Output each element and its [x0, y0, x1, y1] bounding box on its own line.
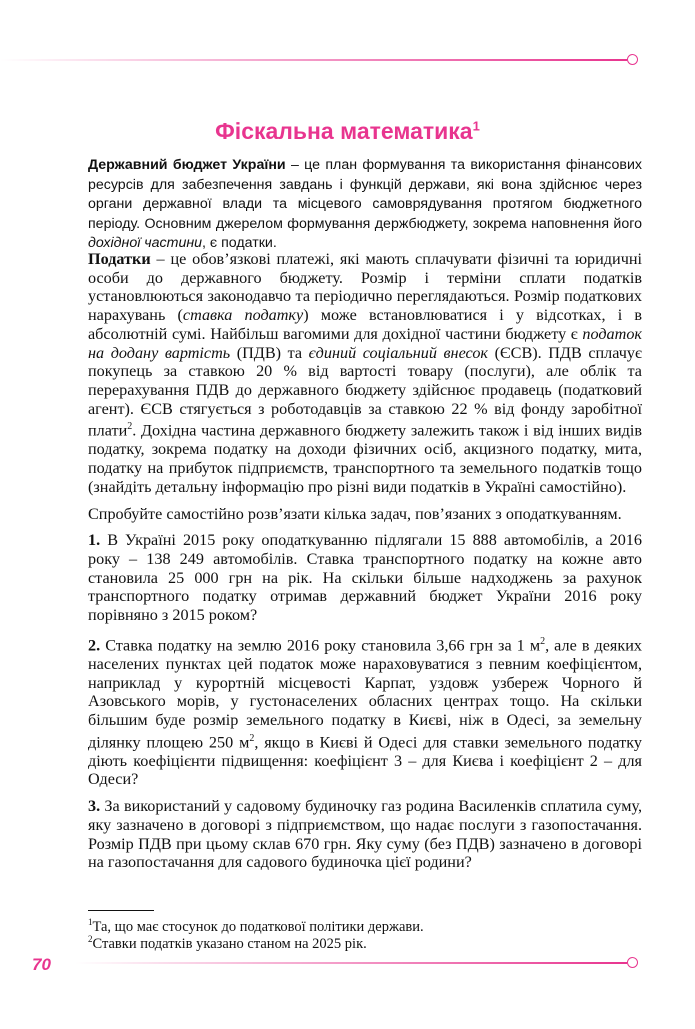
intro-paragraph: Державний бюджет України – це план формування та використання фінансових ресурсів для забезпечення завдань і функцій держави, які вона здійснює через органи державної влади та місцевого самоврядування протягом бюджетного періоду. Основним джерелом формування держбюджету, зокрема наповнення його дохідної частини, є податки. — [88, 157, 642, 252]
intro-term: Державний бюджет України — [88, 157, 286, 173]
problem-2: 2. Ставка податку на землю 2016 року становила 3,66 грн за 1 $м^2$, але в деяких населених пунктах цей податок може нараховуватися з певним коефіцієнтом, наприклад у курортній місцевості Карпат, уздовж узбереж Чорного й Азовського морів, у густонаселених обласних центрах тощо. На скільки більшим буде розмір земельного податку в Києві, ніж в Одесі, за земельну ділянку площею 250 $м^2$, якщо в Києві й Одесі для ставки земельного податку діють коефіцієнти підвищення: коефіцієнт 3 – для Києва і коефіцієнт 2 – для Одеси? — [88, 635, 642, 789]
problem-3: 3. За використаний у садовому будиночку газ родина Василенків сплатила суму, яку зазначено в договорі з підприємством, що надає послуги з газопостачання. Розмір ПДВ при цьому склав 670 грн. Яку суму (без ПДВ) зазначено в договорі на газопостачання для садового будиночка цієї родини? — [88, 797, 642, 872]
bottom-decorative-line — [75, 962, 627, 964]
bottom-circle-ornament — [627, 957, 638, 968]
top-decorative-line — [0, 59, 627, 61]
footnote-2: $^2$Ставки податків указано станом на 2025 рік. — [88, 934, 367, 952]
try-paragraph: Спробуйте самостійно розв’язати кілька задач, пов’язаних з оподаткуванням. — [88, 504, 622, 523]
footnote-separator — [88, 910, 154, 911]
taxes-paragraph: Податки – це обов’язкові платежі, які мають сплачувати фізичні та юридичні особи до державного бюджету. Розмір і терміни сплати податків установлюються законодавчо та періодично переглядаються. Розмір податкових нарахувань (ставка податку) може встановлюватися і у відсотках, і в абсолютній сумі. Найбільш вагомими для дохідної частини бюджету є податок на додану вартість (ПДВ) та єдиний соціальний внесок (ЄСВ). ПДВ сплачує покупець за ставкою 20 % від вартості товару (послуги), але облік та перерахування ПДВ до державного бюджету здійснює продавець (податковий агент). ЄСВ стягується з роботодавців за ставкою 22 % від фонду заробітної плати$^2$. Дохідна частина державного бюджету залежить також і від інших видів податку, зокрема податку на доходи фізичних осіб, акцизного податку, мита, податку на прибуток підприємств, транспортного та земельного податків тощо (знайдіть детальну інформацію про різні види податків в Україні самостійно). — [88, 250, 642, 496]
page-title: Фіскальна математика$^1$ — [215, 118, 480, 144]
top-circle-ornament — [627, 54, 638, 65]
problem-1: 1. В Україні 2015 року оподаткуванню підлягали 15 888 автомобілів, а 2016 року – 138 249 автомобілів. Ставка транспортного податку на кожне авто становила 25 000 грн на рік. На скільки більше надходжень за рахунок транспортного податку отримав державний бюджет України 2016 року порівняно з 2015 роком? — [88, 531, 642, 625]
page-number: 70 — [32, 955, 51, 974]
footnote-1: $^1$Та, що має стосунок до податкової політики держави. — [88, 917, 424, 935]
main-text — [88, 250, 642, 880]
